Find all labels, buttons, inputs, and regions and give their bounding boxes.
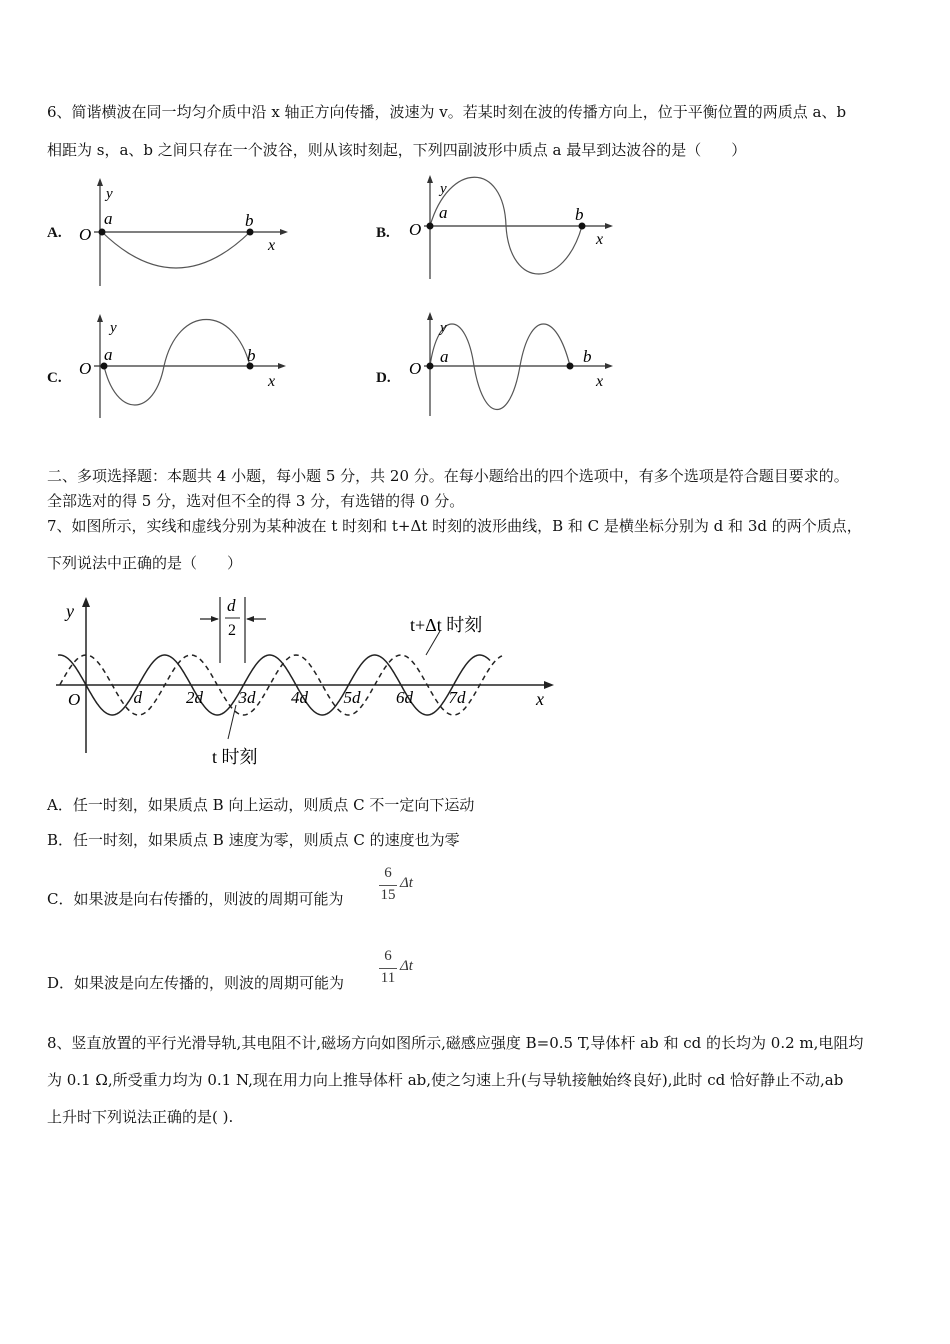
q7-option-c: C．如果波是向右传播的，则波的周期可能为 bbox=[47, 890, 344, 908]
b-label: b bbox=[245, 211, 254, 230]
x-label: x bbox=[268, 237, 276, 254]
y-label: y bbox=[66, 601, 74, 621]
y-arrow bbox=[97, 314, 103, 322]
a-label: a bbox=[439, 203, 448, 222]
y-label: y bbox=[110, 320, 117, 336]
origin-label: O bbox=[409, 220, 422, 239]
origin-label: O bbox=[409, 359, 422, 378]
point-a bbox=[427, 363, 434, 370]
x-label: x bbox=[596, 373, 604, 390]
solid-label-leader bbox=[228, 705, 236, 739]
q6-graph-d bbox=[404, 312, 624, 422]
x-arrow bbox=[278, 363, 286, 369]
y-arrow bbox=[97, 178, 103, 186]
q7-option-d: D．如果波是向左传播的，则波的周期可能为 bbox=[47, 974, 345, 992]
q7-option-a: A．任一时刻，如果质点 B 向上运动，则质点 C 不一定向下运动 bbox=[47, 796, 475, 814]
x-arrow bbox=[544, 681, 554, 689]
fraction-bar bbox=[379, 968, 397, 969]
q6-option-a-label: A. bbox=[47, 225, 62, 241]
b-label: b bbox=[247, 346, 256, 365]
section2-line2: 全部选对的得 5 分，选对但不全的得 3 分，有选错的得 0 分。 bbox=[47, 492, 465, 510]
tick-label-d: d bbox=[133, 688, 142, 707]
d-half-numerator: d bbox=[227, 596, 236, 615]
wave-curve bbox=[104, 320, 250, 406]
tick-label-7d: 7d bbox=[448, 688, 466, 707]
tick-label-2d: 2d bbox=[186, 688, 203, 707]
x-arrow bbox=[605, 363, 613, 369]
y-arrow bbox=[427, 175, 433, 183]
y-arrow bbox=[82, 597, 90, 607]
q8-line2: 为 0.1 Ω,所受重力均为 0.1 N,现在用力向上推导体杆 ab,使之匀速上升(与导轨接触始终良好),此时 cd 恰好静止不动,ab bbox=[47, 1071, 844, 1089]
x-arrow bbox=[605, 223, 613, 229]
d-half-denominator: 2 bbox=[228, 622, 236, 639]
a-label: a bbox=[440, 347, 449, 366]
q7-line1: 7、如图所示，实线和虚线分别为某种波在 t 时刻和 t+Δt 时刻的波形曲线，B 和 C 是横坐标分别为 d 和 3d 的两个质点， bbox=[47, 517, 862, 535]
y-arrow bbox=[427, 312, 433, 320]
q7-wave-figure bbox=[50, 593, 570, 773]
fraction-delta-t: Δt bbox=[400, 875, 413, 891]
origin-label: O bbox=[79, 225, 92, 244]
x-label: x bbox=[268, 373, 276, 390]
y-label: y bbox=[106, 186, 113, 202]
origin-label: O bbox=[79, 359, 92, 378]
x-arrow bbox=[280, 229, 288, 235]
b-label: b bbox=[583, 347, 592, 366]
q8-line1: 8、竖直放置的平行光滑导轨,其电阻不计,磁场方向如图所示,磁感应强度 B=0.5 T,导体杆 ab 和 cd 的长均为 0.2 m,电阻均 bbox=[47, 1034, 864, 1052]
dashed-wave-label: t+Δt 时刻 bbox=[410, 615, 483, 635]
q6-option-d-label: D. bbox=[376, 370, 391, 386]
q7-line2: 下列说法中正确的是（ ） bbox=[47, 554, 243, 572]
q6-line2: 相距为 s，a、b 之间只存在一个波谷，则从该时刻起，下列四副波形中质点 a 最早到达波谷的是（ ） bbox=[47, 141, 747, 159]
point-b bbox=[567, 363, 574, 370]
q6-graph-c bbox=[74, 314, 294, 422]
wave-curve bbox=[430, 324, 570, 410]
tick-label-5d: 5d bbox=[343, 688, 361, 707]
q6-line1: 6、简谐横波在同一均匀介质中沿 x 轴正方向传播，波速为 v。若某时刻在波的传播方向上，位于平衡位置的两质点 a、b bbox=[47, 103, 847, 121]
q6-graph-a bbox=[74, 178, 294, 288]
fraction-bar bbox=[379, 885, 397, 886]
fraction-denominator: 11 bbox=[380, 970, 396, 986]
a-label: a bbox=[104, 345, 113, 364]
q6-option-c-label: C. bbox=[47, 370, 62, 386]
point-a bbox=[427, 223, 434, 230]
y-label: y bbox=[440, 320, 447, 336]
point-a bbox=[99, 229, 106, 236]
x-label: x bbox=[596, 231, 604, 248]
tick-label-6d: 6d bbox=[396, 688, 413, 707]
solid-wave-label: t 时刻 bbox=[212, 747, 258, 767]
section2-line1: 二、多项选择题：本题共 4 小题，每小题 5 分，共 20 分。在每小题给出的四个选项中，有多个选项是符合题目要求的。 bbox=[47, 467, 849, 485]
tick-labels bbox=[134, 688, 467, 707]
x-label: x bbox=[536, 689, 544, 709]
q6-graph-b bbox=[404, 175, 624, 287]
fraction-delta-t: Δt bbox=[400, 958, 413, 974]
origin-label: O bbox=[68, 690, 81, 709]
q8-line3: 上升时下列说法正确的是( ). bbox=[47, 1108, 234, 1126]
wave-curve bbox=[102, 232, 250, 268]
q6-option-b-label: B. bbox=[376, 225, 390, 241]
fraction-numerator: 6 bbox=[384, 948, 392, 964]
q7-option-b: B．任一时刻，如果质点 B 速度为零，则质点 C 的速度也为零 bbox=[47, 831, 460, 849]
fraction-denominator: 15 bbox=[380, 887, 396, 903]
tick-label-4d: 4d bbox=[291, 688, 308, 707]
y-label: y bbox=[440, 181, 447, 197]
b-label: b bbox=[575, 205, 584, 224]
a-label: a bbox=[104, 209, 113, 228]
tick-label-3d: 3d bbox=[238, 688, 256, 707]
fraction-numerator: 6 bbox=[384, 865, 392, 881]
